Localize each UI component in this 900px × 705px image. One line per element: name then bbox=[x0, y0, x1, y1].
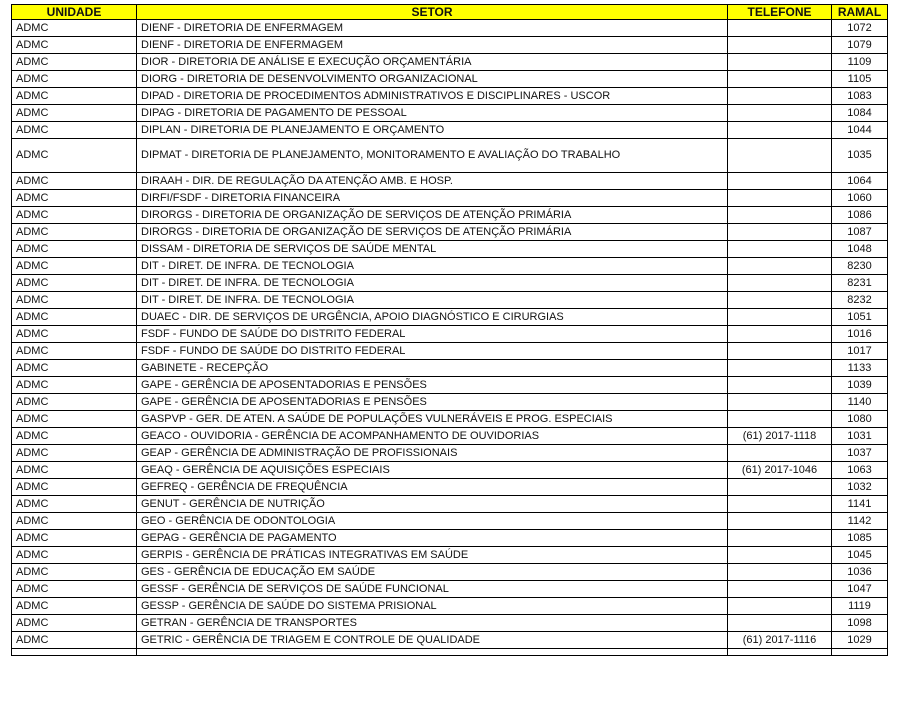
setor-cell: DIENF - DIRETORIA DE ENFERMAGEM bbox=[137, 20, 728, 37]
telefone-cell bbox=[728, 139, 832, 173]
table-row bbox=[12, 207, 888, 224]
telefone-cell bbox=[728, 326, 832, 343]
setor-cell: DIT - DIRET. DE INFRA. DE TECNOLOGIA bbox=[137, 292, 728, 309]
setor-cell: GAPE - GERÊNCIA DE APOSENTADORIAS E PENSÕES bbox=[137, 394, 728, 411]
telefone-cell bbox=[728, 241, 832, 258]
unidade-cell: ADMC bbox=[12, 54, 137, 71]
setor-cell: DIT - DIRET. DE INFRA. DE TECNOLOGIA bbox=[137, 258, 728, 275]
ramal-cell: 1039 bbox=[832, 377, 888, 394]
unidade-cell: ADMC bbox=[12, 37, 137, 54]
telefone-cell bbox=[728, 105, 832, 122]
table-row bbox=[12, 632, 888, 649]
header-ramal: RAMAL bbox=[832, 5, 888, 20]
unidade-cell: ADMC bbox=[12, 445, 137, 462]
table-row bbox=[12, 377, 888, 394]
setor-cell: DUAEC - DIR. DE SERVIÇOS DE URGÊNCIA, APOIO DIAGNÓSTICO E CIRURGIAS bbox=[137, 309, 728, 326]
ramal-cell: 1109 bbox=[832, 54, 888, 71]
unidade-cell: ADMC bbox=[12, 173, 137, 190]
ramal-cell: 1047 bbox=[832, 581, 888, 598]
table-row bbox=[12, 547, 888, 564]
telefone-cell: (61) 2017-1116 bbox=[728, 632, 832, 649]
telefone-cell bbox=[728, 445, 832, 462]
setor-cell: GESSP - GERÊNCIA DE SAÚDE DO SISTEMA PRISIONAL bbox=[137, 598, 728, 615]
telefone-cell bbox=[728, 513, 832, 530]
telefone-cell bbox=[728, 581, 832, 598]
setor-cell: GESSF - GERÊNCIA DE SERVIÇOS DE SAÚDE FUNCIONAL bbox=[137, 581, 728, 598]
unidade-cell: ADMC bbox=[12, 20, 137, 37]
table-row bbox=[12, 496, 888, 513]
setor-cell: FSDF - FUNDO DE SAÚDE DO DISTRITO FEDERAL bbox=[137, 326, 728, 343]
header-setor: SETOR bbox=[137, 5, 728, 20]
table-row bbox=[12, 88, 888, 105]
table-row bbox=[12, 581, 888, 598]
telefone-cell bbox=[728, 292, 832, 309]
unidade-cell: ADMC bbox=[12, 411, 137, 428]
unidade-cell: ADMC bbox=[12, 309, 137, 326]
telefone-cell bbox=[728, 224, 832, 241]
unidade-cell: ADMC bbox=[12, 88, 137, 105]
telefone-cell: (61) 2017-1046 bbox=[728, 462, 832, 479]
setor-cell: DIORG - DIRETORIA DE DESENVOLVIMENTO ORGANIZACIONAL bbox=[137, 71, 728, 88]
unidade-cell: ADMC bbox=[12, 71, 137, 88]
unidade-cell: ADMC bbox=[12, 105, 137, 122]
ramal-cell: 1044 bbox=[832, 122, 888, 139]
setor-cell: GASPVP - GER. DE ATEN. A SAÚDE DE POPULAÇÕES VULNERÁVEIS E PROG. ESPECIAIS bbox=[137, 411, 728, 428]
ramal-cell: 1048 bbox=[832, 241, 888, 258]
setor-cell: GAPE - GERÊNCIA DE APOSENTADORIAS E PENSÕES bbox=[137, 377, 728, 394]
telefone-cell bbox=[728, 598, 832, 615]
empty-cell bbox=[832, 649, 888, 656]
table-row bbox=[12, 326, 888, 343]
setor-cell: DIRFI/FSDF - DIRETORIA FINANCEIRA bbox=[137, 190, 728, 207]
ramal-cell: 8232 bbox=[832, 292, 888, 309]
unidade-cell: ADMC bbox=[12, 462, 137, 479]
table-row bbox=[12, 139, 888, 173]
unidade-cell: ADMC bbox=[12, 139, 137, 173]
ramal-cell: 1035 bbox=[832, 139, 888, 173]
telefone-cell bbox=[728, 122, 832, 139]
table-row bbox=[12, 598, 888, 615]
unidade-cell: ADMC bbox=[12, 496, 137, 513]
ramal-cell: 1051 bbox=[832, 309, 888, 326]
unidade-cell: ADMC bbox=[12, 428, 137, 445]
extension-directory-table bbox=[11, 4, 888, 656]
header-telefone: TELEFONE bbox=[728, 5, 832, 20]
setor-cell: DIPAG - DIRETORIA DE PAGAMENTO DE PESSOAL bbox=[137, 105, 728, 122]
empty-cell bbox=[137, 649, 728, 656]
ramal-cell: 1085 bbox=[832, 530, 888, 547]
empty-cell bbox=[12, 649, 137, 656]
unidade-cell: ADMC bbox=[12, 292, 137, 309]
telefone-cell bbox=[728, 547, 832, 564]
ramal-cell: 1083 bbox=[832, 88, 888, 105]
telefone-cell bbox=[728, 496, 832, 513]
ramal-cell: 1017 bbox=[832, 343, 888, 360]
table-row bbox=[12, 462, 888, 479]
telefone-cell bbox=[728, 71, 832, 88]
telefone-cell bbox=[728, 377, 832, 394]
table-row bbox=[12, 122, 888, 139]
ramal-cell: 1087 bbox=[832, 224, 888, 241]
setor-cell: DIRAAH - DIR. DE REGULAÇÃO DA ATENÇÃO AMB. E HOSP. bbox=[137, 173, 728, 190]
telefone-cell bbox=[728, 411, 832, 428]
ramal-cell: 1029 bbox=[832, 632, 888, 649]
ramal-cell: 1133 bbox=[832, 360, 888, 377]
header-unidade: UNIDADE bbox=[12, 5, 137, 20]
unidade-cell: ADMC bbox=[12, 547, 137, 564]
unidade-cell: ADMC bbox=[12, 258, 137, 275]
setor-cell: DIT - DIRET. DE INFRA. DE TECNOLOGIA bbox=[137, 275, 728, 292]
setor-cell: GETRAN - GERÊNCIA DE TRANSPORTES bbox=[137, 615, 728, 632]
table-row bbox=[12, 20, 888, 37]
unidade-cell: ADMC bbox=[12, 122, 137, 139]
setor-cell: GEACO - OUVIDORIA - GERÊNCIA DE ACOMPANHAMENTO DE OUVIDORIAS bbox=[137, 428, 728, 445]
telefone-cell: (61) 2017-1118 bbox=[728, 428, 832, 445]
telefone-cell bbox=[728, 190, 832, 207]
ramal-cell: 1119 bbox=[832, 598, 888, 615]
table-row-cutoff bbox=[12, 649, 888, 656]
table-row bbox=[12, 190, 888, 207]
telefone-cell bbox=[728, 88, 832, 105]
header-row bbox=[12, 5, 888, 20]
unidade-cell: ADMC bbox=[12, 513, 137, 530]
ramal-cell: 1105 bbox=[832, 71, 888, 88]
unidade-cell: ADMC bbox=[12, 377, 137, 394]
ramal-cell: 8231 bbox=[832, 275, 888, 292]
table-row bbox=[12, 343, 888, 360]
ramal-cell: 1031 bbox=[832, 428, 888, 445]
setor-cell: DIPAD - DIRETORIA DE PROCEDIMENTOS ADMINISTRATIVOS E DISCIPLINARES - USCOR bbox=[137, 88, 728, 105]
table-row bbox=[12, 241, 888, 258]
telefone-cell bbox=[728, 258, 832, 275]
unidade-cell: ADMC bbox=[12, 326, 137, 343]
ramal-cell: 1084 bbox=[832, 105, 888, 122]
unidade-cell: ADMC bbox=[12, 615, 137, 632]
table-row bbox=[12, 54, 888, 71]
setor-cell: GEFREQ - GERÊNCIA DE FREQUÊNCIA bbox=[137, 479, 728, 496]
ramal-cell: 1086 bbox=[832, 207, 888, 224]
table-row bbox=[12, 428, 888, 445]
unidade-cell: ADMC bbox=[12, 224, 137, 241]
telefone-cell bbox=[728, 394, 832, 411]
telefone-cell bbox=[728, 343, 832, 360]
table-row bbox=[12, 71, 888, 88]
setor-cell: GEPAG - GERÊNCIA DE PAGAMENTO bbox=[137, 530, 728, 547]
table-row bbox=[12, 173, 888, 190]
setor-cell: GEAP - GERÊNCIA DE ADMINISTRAÇÃO DE PROFISSIONAIS bbox=[137, 445, 728, 462]
table-row bbox=[12, 309, 888, 326]
setor-cell: DIPMAT - DIRETORIA DE PLANEJAMENTO, MONITORAMENTO E AVALIAÇÃO DO TRABALHO bbox=[137, 139, 728, 173]
unidade-cell: ADMC bbox=[12, 530, 137, 547]
table-row bbox=[12, 105, 888, 122]
table-row bbox=[12, 615, 888, 632]
unidade-cell: ADMC bbox=[12, 581, 137, 598]
ramal-cell: 8230 bbox=[832, 258, 888, 275]
setor-cell: DIRORGS - DIRETORIA DE ORGANIZAÇÃO DE SERVIÇOS DE ATENÇÃO PRIMÁRIA bbox=[137, 207, 728, 224]
unidade-cell: ADMC bbox=[12, 564, 137, 581]
unidade-cell: ADMC bbox=[12, 632, 137, 649]
telefone-cell bbox=[728, 37, 832, 54]
ramal-cell: 1079 bbox=[832, 37, 888, 54]
setor-cell: DIPLAN - DIRETORIA DE PLANEJAMENTO E ORÇAMENTO bbox=[137, 122, 728, 139]
table-row bbox=[12, 530, 888, 547]
setor-cell: GABINETE - RECEPÇÃO bbox=[137, 360, 728, 377]
unidade-cell: ADMC bbox=[12, 207, 137, 224]
setor-cell: DISSAM - DIRETORIA DE SERVIÇOS DE SAÚDE MENTAL bbox=[137, 241, 728, 258]
ramal-cell: 1080 bbox=[832, 411, 888, 428]
table-row bbox=[12, 564, 888, 581]
ramal-cell: 1141 bbox=[832, 496, 888, 513]
setor-cell: FSDF - FUNDO DE SAÚDE DO DISTRITO FEDERAL bbox=[137, 343, 728, 360]
ramal-cell: 1060 bbox=[832, 190, 888, 207]
setor-cell: DIRORGS - DIRETORIA DE ORGANIZAÇÃO DE SERVIÇOS DE ATENÇÃO PRIMÁRIA bbox=[137, 224, 728, 241]
ramal-cell: 1036 bbox=[832, 564, 888, 581]
telefone-cell bbox=[728, 173, 832, 190]
ramal-cell: 1142 bbox=[832, 513, 888, 530]
unidade-cell: ADMC bbox=[12, 275, 137, 292]
telefone-cell bbox=[728, 275, 832, 292]
unidade-cell: ADMC bbox=[12, 360, 137, 377]
setor-cell: GETRIC - GERÊNCIA DE TRIAGEM E CONTROLE DE QUALIDADE bbox=[137, 632, 728, 649]
table-row bbox=[12, 411, 888, 428]
table-row bbox=[12, 479, 888, 496]
ramal-cell: 1072 bbox=[832, 20, 888, 37]
unidade-cell: ADMC bbox=[12, 190, 137, 207]
table-row bbox=[12, 394, 888, 411]
setor-cell: GERPIS - GERÊNCIA DE PRÁTICAS INTEGRATIVAS EM SAÚDE bbox=[137, 547, 728, 564]
table-row bbox=[12, 258, 888, 275]
telefone-cell bbox=[728, 309, 832, 326]
ramal-cell: 1064 bbox=[832, 173, 888, 190]
setor-cell: GEO - GERÊNCIA DE ODONTOLOGIA bbox=[137, 513, 728, 530]
unidade-cell: ADMC bbox=[12, 241, 137, 258]
telefone-cell bbox=[728, 615, 832, 632]
ramal-cell: 1063 bbox=[832, 462, 888, 479]
ramal-cell: 1016 bbox=[832, 326, 888, 343]
ramal-cell: 1037 bbox=[832, 445, 888, 462]
ramal-cell: 1140 bbox=[832, 394, 888, 411]
telefone-cell bbox=[728, 20, 832, 37]
table-row bbox=[12, 224, 888, 241]
setor-cell: GENUT - GERÊNCIA DE NUTRIÇÃO bbox=[137, 496, 728, 513]
ramal-cell: 1045 bbox=[832, 547, 888, 564]
unidade-cell: ADMC bbox=[12, 394, 137, 411]
unidade-cell: ADMC bbox=[12, 479, 137, 496]
unidade-cell: ADMC bbox=[12, 343, 137, 360]
ramal-cell: 1098 bbox=[832, 615, 888, 632]
telefone-cell bbox=[728, 360, 832, 377]
telefone-cell bbox=[728, 479, 832, 496]
unidade-cell: ADMC bbox=[12, 598, 137, 615]
empty-cell bbox=[728, 649, 832, 656]
table-row bbox=[12, 513, 888, 530]
telefone-cell bbox=[728, 530, 832, 547]
table-row bbox=[12, 275, 888, 292]
ramal-cell: 1032 bbox=[832, 479, 888, 496]
table-row bbox=[12, 360, 888, 377]
table-row bbox=[12, 292, 888, 309]
table-row bbox=[12, 445, 888, 462]
setor-cell: GEAQ - GERÊNCIA DE AQUISIÇÕES ESPECIAIS bbox=[137, 462, 728, 479]
telefone-cell bbox=[728, 207, 832, 224]
setor-cell: GES - GERÊNCIA DE EDUCAÇÃO EM SAÚDE bbox=[137, 564, 728, 581]
telefone-cell bbox=[728, 564, 832, 581]
table-row bbox=[12, 37, 888, 54]
setor-cell: DIOR - DIRETORIA DE ANÁLISE E EXECUÇÃO ORÇAMENTÁRIA bbox=[137, 54, 728, 71]
telefone-cell bbox=[728, 54, 832, 71]
setor-cell: DIENF - DIRETORIA DE ENFERMAGEM bbox=[137, 37, 728, 54]
